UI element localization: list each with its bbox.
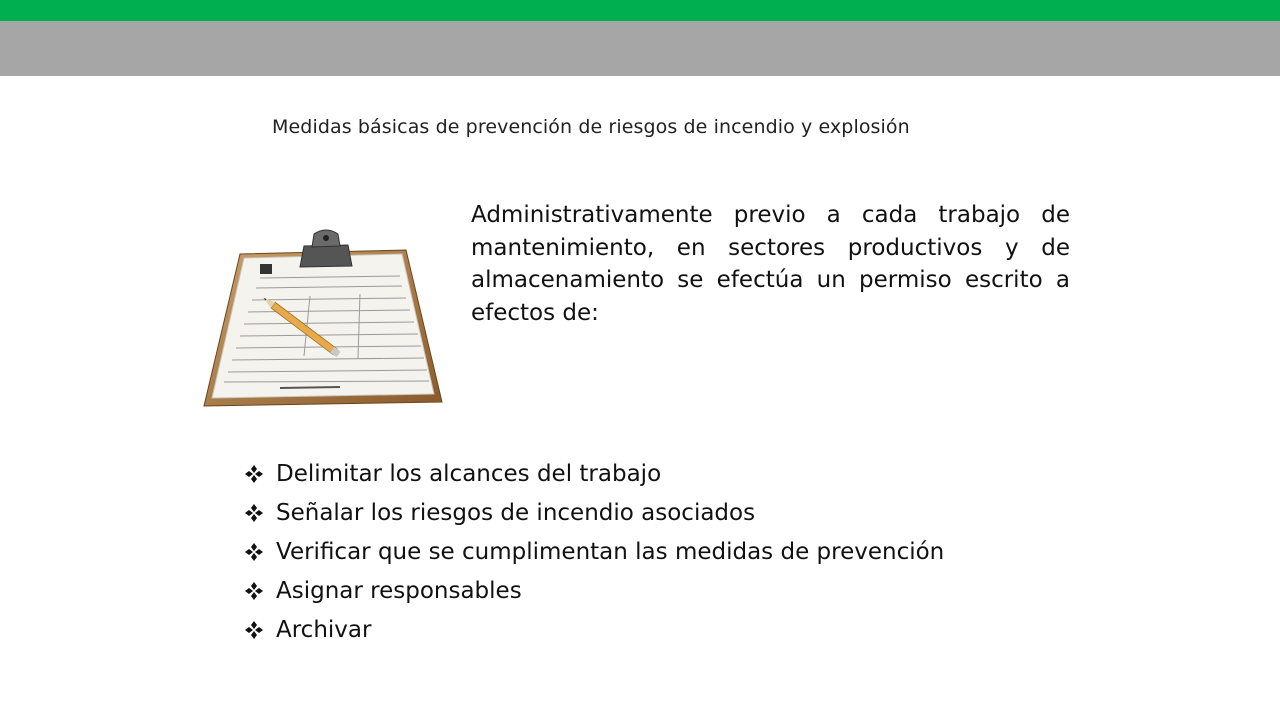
four-diamond-bullet-icon (244, 464, 264, 484)
list-item (244, 454, 1064, 493)
list-item (244, 493, 1064, 532)
clipboard-illustration (200, 226, 444, 412)
four-diamond-bullet-icon (244, 542, 264, 562)
four-diamond-bullet-icon (244, 503, 264, 523)
list-item (244, 610, 1064, 649)
bullet-text: Archivar (276, 616, 372, 643)
bullet-list (244, 454, 1064, 649)
intro-paragraph: Administrativamente previo a cada trabajo de mantenimiento, en sectores productivos y de almacenamiento se efectúa un permiso escrito a efectos de: (471, 202, 1070, 326)
header-gray-band (0, 21, 1280, 76)
bullet-text: Delimitar los alcances del trabajo (276, 460, 662, 487)
bullet-text: Asignar responsables (276, 577, 522, 604)
list-item (244, 532, 1064, 571)
bullet-text: Señalar los riesgos de incendio asociados (276, 499, 756, 526)
list-item (244, 571, 1064, 610)
slide-subtitle: Medidas básicas de prevención de riesgos de incendio y explosión (272, 116, 910, 138)
four-diamond-bullet-icon (244, 581, 264, 601)
four-diamond-bullet-icon (244, 620, 264, 640)
bullet-text: Verificar que se cumplimentan las medidas de prevención (276, 538, 945, 565)
header-green-bar (0, 0, 1280, 21)
